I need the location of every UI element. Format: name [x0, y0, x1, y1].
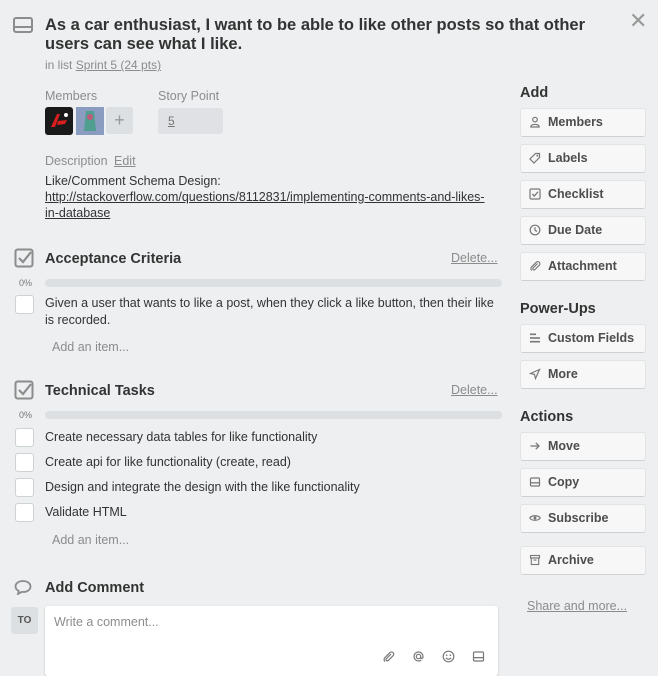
add-item-link[interactable]: Add an item... [52, 340, 130, 354]
members-button[interactable] [520, 108, 646, 137]
archive-button[interactable] [520, 546, 646, 575]
story-point-label: Story Point [158, 89, 220, 103]
card-icon[interactable] [472, 650, 485, 663]
powerups-heading: Power-Ups [520, 301, 596, 317]
copy-icon [529, 476, 541, 488]
checklist-icon [14, 380, 34, 400]
paperclip-icon[interactable] [382, 650, 395, 663]
checklist-item[interactable]: Create api for like functionality (create, read) [45, 455, 291, 469]
attachment-button[interactable] [520, 252, 646, 281]
comment-box [45, 606, 498, 676]
labels-button[interactable] [520, 144, 646, 173]
checklist-item[interactable]: Given a user that wants to like a post, when they click a like button, then their like is recorded. [45, 296, 494, 327]
list-link[interactable]: Sprint 5 (24 pts) [75, 58, 162, 72]
description-text: Like/Comment Schema Design: [45, 174, 221, 188]
person-icon [529, 116, 541, 128]
archive-icon [529, 554, 541, 566]
emoji-icon[interactable] [442, 650, 455, 663]
button-label: Move [548, 439, 580, 453]
button-label: Due Date [548, 223, 603, 237]
checklist-progress-bar [45, 411, 502, 419]
checklist-percent: 0% [19, 410, 33, 420]
button-label: Archive [548, 553, 594, 567]
more-button[interactable] [520, 360, 646, 389]
list-location [45, 58, 161, 72]
move-button[interactable] [520, 432, 646, 461]
checklist-icon [529, 188, 541, 200]
checklist-item-checkbox[interactable] [15, 453, 34, 472]
button-label: Attachment [548, 259, 617, 273]
right-arrow-icon [529, 440, 541, 452]
checklist-item[interactable]: Design and integrate the design with the like functionality [45, 480, 360, 494]
share-link[interactable] [527, 599, 627, 613]
checklist-delete-link[interactable]: Delete... [451, 251, 498, 265]
add-member-button[interactable]: + [106, 107, 133, 134]
checklist-item-checkbox[interactable] [15, 478, 34, 497]
in-list-prefix: in list [45, 58, 73, 72]
button-label: Labels [548, 151, 588, 165]
story-point-field[interactable] [158, 108, 223, 134]
checklist-item[interactable]: Validate HTML [45, 505, 127, 519]
clock-icon [529, 224, 541, 236]
copy-button[interactable] [520, 468, 646, 497]
mention-icon[interactable] [412, 650, 425, 663]
member-avatar[interactable] [45, 107, 73, 135]
members-label: Members [45, 89, 98, 103]
share-link-text[interactable]: Share and more... [527, 599, 628, 613]
button-label: Copy [548, 475, 580, 489]
arrow-icon [529, 368, 541, 380]
member-avatar[interactable] [76, 107, 104, 135]
description-link[interactable]: http://stackoverflow.com/questions/8112831/implementing-comments-and-likes-in-database [45, 190, 485, 220]
custom-fields-icon [529, 332, 541, 344]
button-label: Members [548, 115, 603, 129]
custom-fields-button[interactable] [520, 324, 646, 353]
card-title[interactable]: As a car enthusiast, I want to be able to like other posts so that other users can see what I like. [45, 16, 586, 53]
button-label: More [548, 367, 578, 381]
button-label: Subscribe [548, 511, 609, 525]
checklist-progress-bar [45, 279, 502, 287]
paperclip-icon [529, 260, 541, 272]
add-heading: Add [520, 85, 549, 101]
checklist-item-checkbox[interactable] [15, 428, 34, 447]
button-label: Custom Fields [548, 331, 635, 345]
checklist-title[interactable]: Technical Tasks [45, 383, 155, 399]
description-body [45, 173, 495, 221]
eye-icon [529, 512, 541, 524]
avatar[interactable]: TO [11, 607, 38, 634]
checklist-delete-link[interactable]: Delete... [451, 383, 498, 397]
button-label: Checklist [548, 187, 604, 201]
due-date-button[interactable] [520, 216, 646, 245]
actions-heading: Actions [520, 409, 574, 425]
description-label [45, 154, 136, 168]
description-edit-link[interactable]: Edit [114, 154, 136, 168]
subscribe-button[interactable] [520, 504, 646, 533]
checklist-button[interactable] [520, 180, 646, 209]
checklist-title[interactable]: Acceptance Criteria [45, 251, 182, 267]
story-point-value: 5 [168, 114, 175, 128]
comment-input[interactable] [45, 606, 503, 662]
close-icon[interactable]: ✕ [629, 8, 648, 33]
checklist-item-checkbox[interactable] [15, 503, 34, 522]
checklist-item-checkbox[interactable] [15, 295, 34, 314]
description-title: Description [45, 154, 108, 168]
tag-icon [529, 152, 541, 164]
checklist-icon [14, 248, 34, 268]
card-icon [13, 17, 33, 33]
checklist-item[interactable]: Create necessary data tables for like functionality [45, 430, 318, 444]
comment-icon [14, 579, 32, 595]
checklist-percent: 0% [19, 278, 33, 288]
add-item-link[interactable]: Add an item... [52, 533, 130, 547]
add-comment-heading: Add Comment [45, 580, 145, 596]
